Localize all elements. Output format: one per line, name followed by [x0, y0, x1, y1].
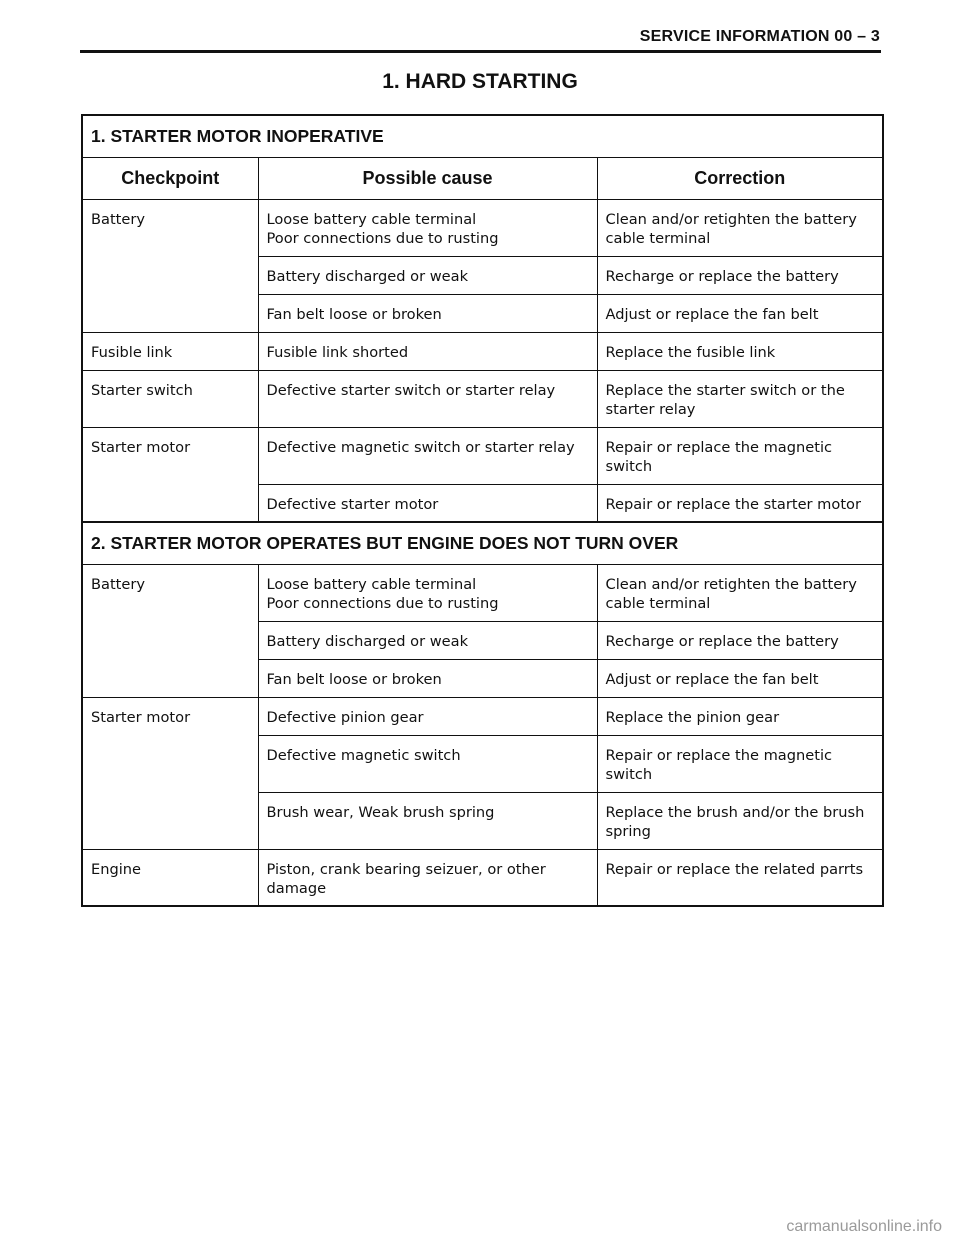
checkpoint-cell: Starter switch — [82, 370, 258, 427]
cause-cell: Battery discharged or weak — [258, 256, 597, 294]
cause-cell: Defective starter switch or starter relay — [258, 370, 597, 427]
cause-text: Loose battery cable terminal Poor connections due to rusting — [266, 210, 499, 247]
correction-cell: Clean and/or retighten the battery cable terminal — [597, 564, 883, 621]
correction-cell: Clean and/or retighten the battery cable terminal — [597, 199, 883, 256]
table-row — [82, 199, 883, 256]
table-row — [82, 427, 883, 484]
cause-cell — [258, 199, 597, 256]
checkpoint-cell: Battery — [82, 564, 258, 697]
section-1-title: 1. STARTER MOTOR INOPERATIVE — [82, 115, 883, 157]
section-2-title: 2. STARTER MOTOR OPERATES BUT ENGINE DOES NOT TURN OVER — [82, 522, 883, 564]
watermark: carmanualsonline.info — [786, 1218, 942, 1235]
correction-cell: Repair or replace the starter motor — [597, 484, 883, 522]
column-header-correction: Correction — [597, 157, 883, 199]
cause-cell: Defective magnetic switch or starter relay — [258, 427, 597, 484]
header-rule — [80, 50, 881, 53]
cause-text: Loose battery cable terminal Poor connections due to rusting — [266, 575, 499, 612]
cause-cell: Defective magnetic switch — [258, 735, 597, 792]
table-row — [82, 697, 883, 735]
checkpoint-cell: Starter motor — [82, 697, 258, 849]
checkpoint-cell: Engine — [82, 849, 258, 906]
table-row — [82, 370, 883, 427]
table-row — [82, 849, 883, 906]
cause-cell: Fan belt loose or broken — [258, 294, 597, 332]
cause-cell: Defective pinion gear — [258, 697, 597, 735]
column-header-checkpoint: Checkpoint — [82, 157, 258, 199]
correction-cell: Replace the brush and/or the brush spring — [597, 792, 883, 849]
correction-cell: Adjust or replace the fan belt — [597, 659, 883, 697]
checkpoint-cell: Fusible link — [82, 332, 258, 370]
cause-cell: Fan belt loose or broken — [258, 659, 597, 697]
checkpoint-cell: Starter motor — [82, 427, 258, 522]
table-row — [82, 332, 883, 370]
page-header-title: SERVICE INFORMATION 00 – 3 — [639, 28, 880, 45]
correction-cell: Repair or replace the magnetic switch — [597, 427, 883, 484]
correction-cell: Replace the starter switch or the starter relay — [597, 370, 883, 427]
troubleshooting-table — [81, 114, 884, 907]
table-row — [82, 564, 883, 621]
correction-cell: Repair or replace the related parrts — [597, 849, 883, 906]
column-header-row — [82, 157, 883, 199]
correction-cell: Recharge or replace the battery — [597, 256, 883, 294]
correction-cell: Replace the fusible link — [597, 332, 883, 370]
cause-cell: Fusible link shorted — [258, 332, 597, 370]
column-header-possible-cause: Possible cause — [258, 157, 597, 199]
cause-cell: Defective starter motor — [258, 484, 597, 522]
correction-cell: Replace the pinion gear — [597, 697, 883, 735]
correction-cell: Adjust or replace the fan belt — [597, 294, 883, 332]
correction-cell: Repair or replace the magnetic switch — [597, 735, 883, 792]
page-title: 1. HARD STARTING — [382, 70, 578, 93]
correction-cell: Recharge or replace the battery — [597, 621, 883, 659]
cause-cell: Battery discharged or weak — [258, 621, 597, 659]
cause-cell: Brush wear, Weak brush spring — [258, 792, 597, 849]
checkpoint-cell: Battery — [82, 199, 258, 332]
cause-cell: Piston, crank bearing seizuer, or other damage — [258, 849, 597, 906]
cause-cell — [258, 564, 597, 621]
